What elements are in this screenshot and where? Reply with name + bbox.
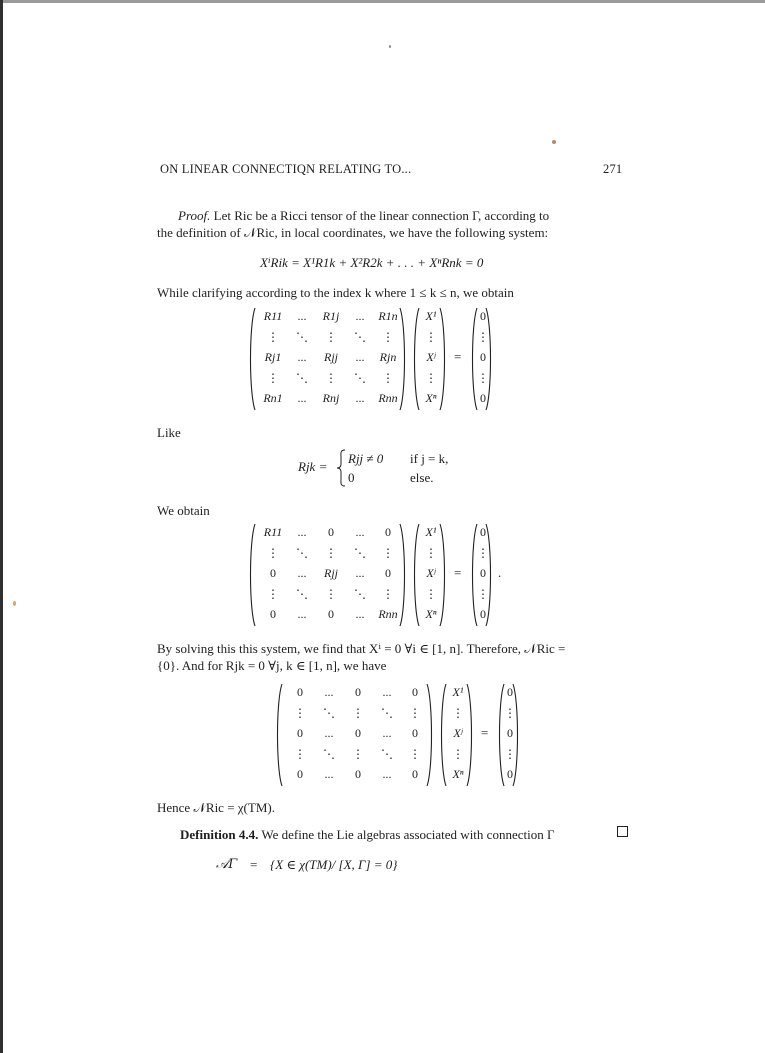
matrix-entry: ⋮ <box>325 586 337 601</box>
matrix-entry: ... <box>324 726 334 740</box>
matrix-entry: ⋮ <box>352 705 364 720</box>
matrix-entry: ... <box>355 525 365 539</box>
scan-edge-top <box>0 0 765 3</box>
matrix-entry: 0 <box>412 685 418 699</box>
vector-entry: X¹ <box>425 525 437 539</box>
rhs-entry: ⋮ <box>477 545 489 560</box>
matrix-entry: 0 <box>355 685 361 699</box>
matrix-entry: ⋱ <box>354 370 366 385</box>
lie-algebra-equals: = <box>250 857 258 872</box>
matrix-equation-2 <box>248 523 528 627</box>
matrix-entry: Rn1 <box>263 391 283 405</box>
matrix-entry: ⋮ <box>325 329 337 344</box>
matrix-entry: ⋱ <box>296 586 308 601</box>
matrix-entry: 0 <box>297 726 303 740</box>
vector-entry: ⋮ <box>425 329 437 344</box>
piecewise-case-2-cond: else. <box>410 470 434 485</box>
rhs-entry: 0 <box>480 309 486 323</box>
scan-speck <box>552 140 556 144</box>
lie-algebra-lhs: 𝒜Γ <box>216 857 238 872</box>
vector-entry: Xⁿ <box>452 767 464 781</box>
matrix-entry: Rnj <box>322 391 340 405</box>
vector-entry: ⋮ <box>452 746 464 761</box>
rhs-entry: 0 <box>480 566 486 580</box>
rhs-entry: ⋮ <box>504 705 516 720</box>
matrix-entry: 0 <box>328 525 334 539</box>
proof-line-1 <box>178 207 549 224</box>
rhs-entry: ⋮ <box>477 329 489 344</box>
matrix-entry: ... <box>324 685 334 699</box>
scan-speck <box>389 45 391 48</box>
vector-entry: Xʲ <box>426 566 436 580</box>
like-label: Like <box>157 425 181 440</box>
matrix-entry: 0 <box>412 726 418 740</box>
matrix-entry: ... <box>297 309 307 323</box>
equals-sign: = <box>454 565 462 580</box>
matrix-entry: 0 <box>270 566 276 580</box>
matrix-entry: 0 <box>328 607 334 621</box>
left-paren <box>251 308 256 410</box>
matrix-entry: Rj1 <box>264 350 282 364</box>
matrix-entry: Rjj <box>324 350 338 364</box>
matrix-entry: ... <box>382 726 392 740</box>
rhs-entry: 0 <box>480 525 486 539</box>
definition-text: We define the Lie algebras associated with connection Γ <box>261 827 555 842</box>
system-equation: XⁱRik = X¹R1k + X²R2k + . . . + XⁿRnk = 0 <box>260 255 484 270</box>
qed-square-icon <box>617 826 628 837</box>
vector-entry: Xʲ <box>453 726 463 740</box>
rhs-entry: 0 <box>480 607 486 621</box>
matrix-entry: ⋱ <box>296 370 308 385</box>
matrix-equation-1 <box>248 307 518 411</box>
matrix-entry: ... <box>324 767 334 781</box>
vector-entry: Xⁿ <box>425 607 437 621</box>
matrix-entry: R11 <box>263 309 283 323</box>
rhs-entry: 0 <box>480 391 486 405</box>
matrix-equation-3 <box>275 683 516 787</box>
vector-entry: X¹ <box>425 309 437 323</box>
vector-entry: Xⁿ <box>425 391 437 405</box>
matrix-entry: ⋮ <box>267 370 279 385</box>
matrix-entry: ... <box>382 767 392 781</box>
equals-sign: = <box>454 349 462 364</box>
solving-line-1: By solving this this system, we find that Xⁱ = 0 ∀i ∈ [1, n]. Therefore, 𝒩Ric = <box>157 641 566 656</box>
matrix-entry: ⋱ <box>296 545 308 560</box>
left-paren <box>278 684 283 786</box>
vector-entry: ⋮ <box>425 586 437 601</box>
rhs-entry: 0 <box>507 685 513 699</box>
rhs-entry: 0 <box>480 350 486 364</box>
proof-label: Proof. <box>178 208 211 223</box>
matrix-entry: ⋱ <box>381 705 393 720</box>
matrix-entry: ... <box>297 566 307 580</box>
matrix-entry: ⋮ <box>325 545 337 560</box>
matrix-entry: ... <box>355 607 365 621</box>
matrix-entry: ... <box>355 309 365 323</box>
matrix-entry: ⋮ <box>382 329 394 344</box>
matrix-entry: ⋮ <box>409 705 421 720</box>
matrix-entry: ... <box>382 685 392 699</box>
matrix-entry: ⋮ <box>352 746 364 761</box>
vector-entry: ⋮ <box>425 545 437 560</box>
matrix-entry: 0 <box>355 726 361 740</box>
scan-edge-left <box>0 0 3 1053</box>
vector-entry: Xʲ <box>426 350 436 364</box>
scan-speck <box>13 601 16 606</box>
vector-entry: X¹ <box>452 685 464 699</box>
matrix-entry: ⋱ <box>354 329 366 344</box>
matrix-entry: Rnn <box>378 607 398 621</box>
matrix-entry: ⋮ <box>409 746 421 761</box>
rhs-entry: 0 <box>507 767 513 781</box>
matrix-entry: 0 <box>297 685 303 699</box>
matrix-entry: 0 <box>385 525 391 539</box>
rhs-entry: ⋮ <box>504 746 516 761</box>
matrix-entry: R1n <box>378 309 398 323</box>
proof-line-2: the definition of 𝒩Ric, in local coordinates, we have the following system: <box>157 225 549 240</box>
matrix-entry: 0 <box>297 767 303 781</box>
matrix-entry: ⋮ <box>294 705 306 720</box>
hence-line: Hence 𝒩Ric = χ(TM). <box>157 800 275 815</box>
matrix-entry: ⋮ <box>294 746 306 761</box>
vector-entry: ⋮ <box>452 705 464 720</box>
matrix-entry: ⋮ <box>382 545 394 560</box>
page-number: 271 <box>603 162 623 176</box>
matrix-entry: 0 <box>270 607 276 621</box>
matrix-entry: ... <box>297 525 307 539</box>
left-paren <box>251 524 256 626</box>
piecewise-lhs: Rjk = <box>298 459 328 474</box>
matrix-entry: ⋮ <box>267 586 279 601</box>
matrix-entry: ⋮ <box>267 545 279 560</box>
matrix-entry: 0 <box>412 767 418 781</box>
definition-label: Definition 4.4. <box>180 827 259 842</box>
vector-entry: ⋮ <box>425 370 437 385</box>
matrix-entry: ⋮ <box>382 586 394 601</box>
rhs-entry: ⋮ <box>477 370 489 385</box>
equals-sign: = <box>481 725 489 740</box>
matrix-entry: ⋱ <box>381 746 393 761</box>
matrix-entry: ⋱ <box>354 586 366 601</box>
lie-algebra-rhs: {X ∈ χ(TM)/ [X, Γ] = 0} <box>270 857 398 872</box>
matrix-entry: ... <box>297 607 307 621</box>
trailing-period: . <box>498 565 502 580</box>
piecewise-case-2-expr: 0 <box>348 470 355 485</box>
matrix-entry: 0 <box>355 767 361 781</box>
definition-line <box>180 826 554 843</box>
piecewise-case-1-expr: Rjj ≠ 0 <box>348 451 384 466</box>
matrix-entry: Rjn <box>379 350 397 364</box>
solving-line-2: {0}. And for Rjk = 0 ∀j, k ∈ [1, n], we have <box>157 658 387 673</box>
matrix-entry: ... <box>355 350 365 364</box>
matrix-entry: Rjj <box>324 566 338 580</box>
piecewise-case-1-cond: if j = k, <box>410 451 449 466</box>
matrix-entry: ⋱ <box>296 329 308 344</box>
piecewise-brace <box>336 449 346 487</box>
matrix-entry: ⋱ <box>323 746 335 761</box>
matrix-entry: ⋮ <box>382 370 394 385</box>
proof-line-1-text: Let Ric be a Ricci tensor of the linear connection Γ, according to <box>213 208 550 223</box>
matrix-entry: ⋱ <box>354 545 366 560</box>
matrix-entry: R1j <box>322 309 340 323</box>
matrix-entry: ⋱ <box>323 705 335 720</box>
matrix-entry: 0 <box>385 566 391 580</box>
clarify-text: While clarifying according to the index k where 1 ≤ k ≤ n, we obtain <box>157 285 514 300</box>
matrix-entry: ... <box>297 350 307 364</box>
matrix-entry: Rnn <box>378 391 398 405</box>
matrix-entry: ⋮ <box>267 329 279 344</box>
running-header-title: ON LINEAR CONNECTIQN RELATING TO... <box>160 162 412 176</box>
matrix-entry: ... <box>297 391 307 405</box>
matrix-entry: ... <box>355 391 365 405</box>
obtain-label: We obtain <box>157 503 210 518</box>
matrix-entry: ... <box>355 566 365 580</box>
matrix-entry: ⋮ <box>325 370 337 385</box>
matrix-entry: R11 <box>263 525 283 539</box>
rhs-entry: 0 <box>507 726 513 740</box>
rhs-entry: ⋮ <box>477 586 489 601</box>
